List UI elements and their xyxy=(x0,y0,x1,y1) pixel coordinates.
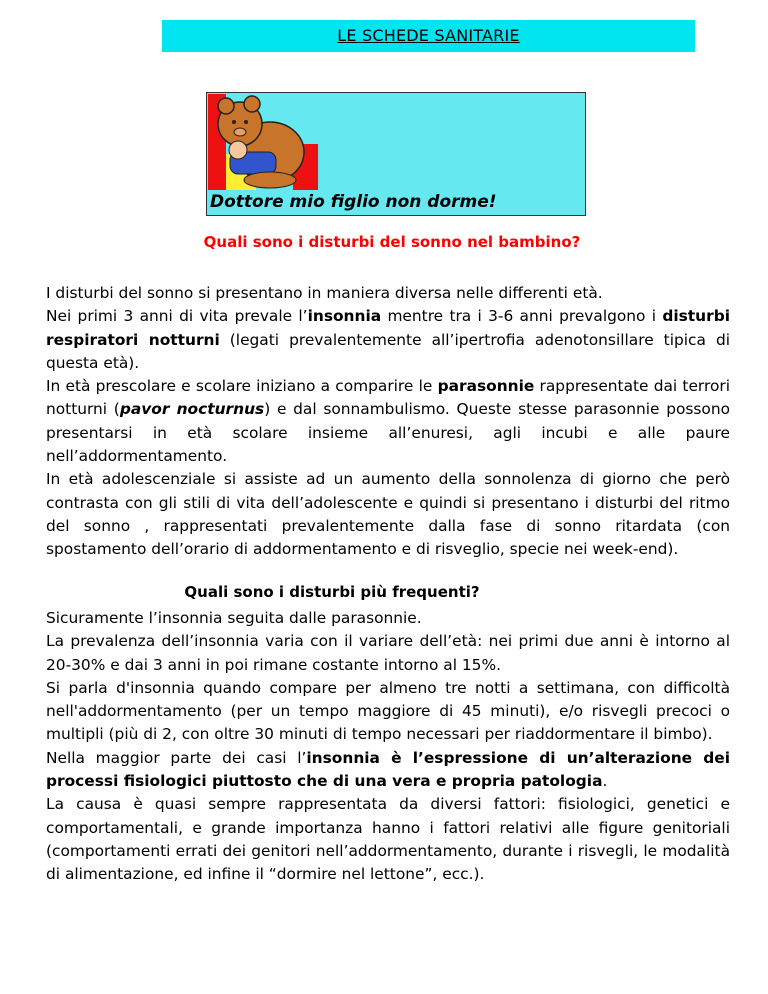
paragraph: Sicuramente l’insonnia seguita dalle parasonnie. xyxy=(46,609,422,627)
section2-question: Quali sono i disturbi più frequenti? xyxy=(184,583,480,601)
page-title: LE SCHEDE SANITARIE xyxy=(337,26,520,45)
paragraph: In età prescolare e scolare iniziano a comparire le parasonnie rappresentate dai terrori notturni (pavor nocturnus) e dal sonnambulismo. Queste stesse parasonnie possono presentarsi in età scolare insieme all’enuresi, agli incubi e alle paure nell’addormentamento. xyxy=(46,377,731,466)
section1-body xyxy=(46,282,730,562)
paragraph: I disturbi del sonno si presentano in maniera diversa nelle differenti età. xyxy=(46,284,603,302)
paragraph: Nei primi 3 anni di vita prevale l’insonnia mentre tra i 3-6 anni prevalgono i disturbi respiratori notturni (legati prevalentemente all’ipertrofia adenotonsillare tipica di questa età). xyxy=(46,307,730,372)
paragraph: Si parla d'insonnia quando compare per almeno tre notti a settimana, con difficoltà nell'addormentamento (per un tempo maggiore di 45 minuti), e/o risvegli precoci o multipli (più di 2, con oltre 30 minuti di tempo necessari per riaddormentare il bimbo). xyxy=(46,678,730,744)
paragraph: La causa è quasi sempre rappresentata da diversi fattori: fisiologici, genetici e comportamentali, e grande importanza hanno i fattori relativi alle figure genitoriali (comportamenti errati dei genitori nell’addormentamento, durante i risvegli, le modalità di alimentazione, ed infine il “dormire nel lettone”, ecc.). xyxy=(46,795,730,884)
section2-body xyxy=(46,607,730,887)
paragraph: Nella maggior parte dei casi l’insonnia è l’espressione di un’alterazione dei processi fisiologici piuttosto che di una vera e propria patologia. xyxy=(46,748,730,791)
section1-question: Quali sono i disturbi del sonno nel bambino? xyxy=(203,233,581,251)
banner-title: Dottore mio figlio non dorme! xyxy=(210,192,497,212)
header-bar xyxy=(162,20,695,52)
paragraph: In età adolescenziale si assiste ad un aumento della sonnolenza di giorno che però contrasta con gli stili di vita dell’adolescente e quindi si presentano i disturbi del ritmo del sonno , rappresentati prevalentemente dalla fase di sonno ritardata (con spostamento dell’orario di addormentamento e di risveglio, specie nei week-end). xyxy=(46,470,730,559)
paragraph: La prevalenza dell’insonnia varia con il variare dell’età: nei primi due anni è intorno al 20-30% e dai 3 anni in poi rimane costante intorno al 15%. xyxy=(46,632,730,674)
teddy-bear-illustration xyxy=(208,94,318,190)
